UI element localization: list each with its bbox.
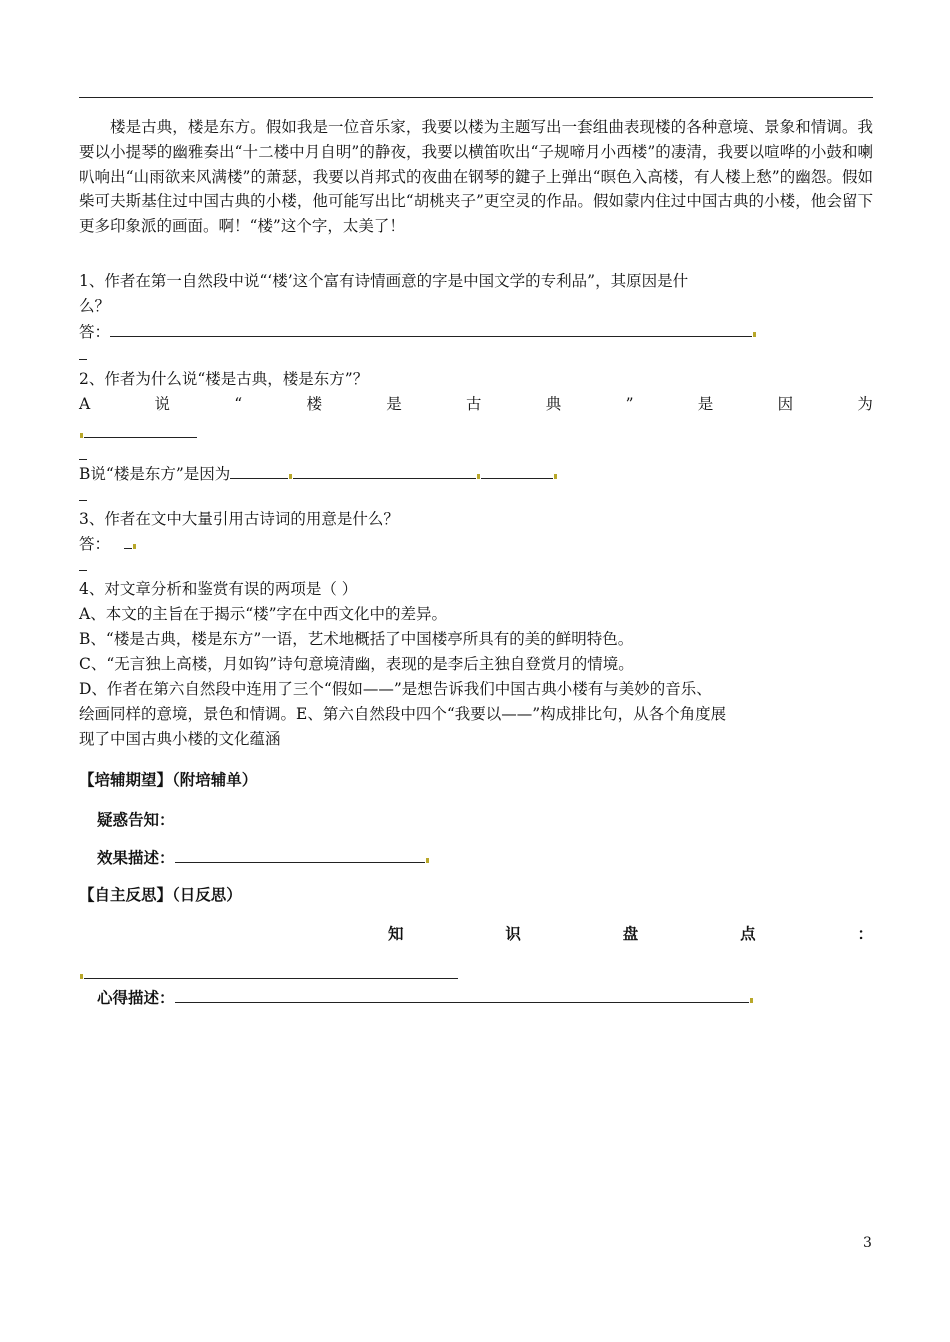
answer-label: 答：	[79, 323, 111, 341]
q2a-char: 典	[545, 395, 562, 413]
doubt-label: 疑惑告知：	[97, 811, 175, 829]
question-2a-row	[79, 392, 873, 416]
page-number: 3	[863, 1235, 872, 1251]
question-3-answer-row	[79, 532, 873, 556]
q2a-char: 是	[697, 395, 714, 413]
question-4-title: 4、对文章分析和鉴赏有误的两项是（ ）	[79, 580, 358, 598]
question-4-option: 绘画同样的意境，景色和情调。E、第六自然段中四个“我要以——”构成排比句，从各个角度展	[79, 705, 727, 723]
question-4-option: C、“无言独上高楼，月如钩”诗句意境清幽，表现的是李后主独自登赏月的情境。	[79, 655, 634, 673]
question-4-option: 现了中国古典小楼的文化蕴涵	[79, 730, 281, 748]
dash-mark	[79, 570, 87, 571]
q2a-char: 为	[857, 395, 873, 413]
q2b-label: B说“楼是东方”是因为	[79, 465, 231, 483]
insight-label: 心得描述：	[97, 989, 175, 1007]
q2a-char: ”	[625, 395, 634, 413]
question-1-text: 1、作者在第一自然段中说“‘楼’这个富有诗情画意的字是中国文学的专利品”，其原因是什	[79, 272, 689, 290]
answer-1-blank[interactable]	[110, 320, 752, 337]
dash-mark	[79, 459, 87, 460]
answer-2b-blank-3[interactable]	[481, 462, 553, 479]
effect-blank[interactable]	[175, 846, 425, 863]
margin-mark	[753, 332, 756, 337]
knowledge-char: 点	[740, 925, 756, 943]
margin-mark	[133, 544, 136, 549]
q2a-char: 因	[777, 395, 794, 413]
knowledge-answer-row	[79, 962, 873, 986]
answer-2a-blank[interactable]	[84, 421, 197, 438]
margin-mark	[426, 858, 429, 863]
knowledge-char: 盘	[622, 925, 639, 943]
knowledge-blank[interactable]	[84, 962, 458, 979]
q2a-char: 是	[386, 395, 402, 413]
question-3-title: 3、作者在文中大量引用古诗词的用意是什么？	[79, 510, 399, 528]
q2a-char: 古	[466, 395, 482, 413]
effect-label: 效果描述：	[97, 849, 175, 867]
question-4-option: B、“楼是古典，楼是东方”一语，艺术地概括了中国楼亭所具有的美的鲜明特色。	[79, 630, 634, 648]
answer-2b-blank-2[interactable]	[293, 462, 476, 479]
dash-mark	[79, 500, 87, 501]
knowledge-char: 知	[388, 925, 404, 943]
reflection-heading: 【自主反思】（日反思）	[79, 886, 242, 904]
question-4-option: D、作者在第六自然段中连用了三个“假如——”是想告诉我们中国古典小楼有与美妙的音乐、	[79, 680, 712, 698]
effect-row	[97, 846, 873, 870]
answer-label: 答：	[79, 535, 111, 553]
passage-paragraph	[79, 115, 873, 239]
margin-mark	[750, 998, 753, 1003]
question-1-answer-row	[79, 320, 873, 344]
question-4-option: A、本文的主旨在于揭示“楼”字在中西文化中的差异。	[79, 605, 448, 623]
q2a-char: “	[234, 395, 243, 413]
question-2-title: 2、作者为什么说“楼是古典，楼是东方”？	[79, 370, 369, 388]
answer-2b-blank-1[interactable]	[230, 462, 288, 479]
support-heading: 【培辅期望】（附培辅单）	[79, 771, 258, 789]
margin-mark	[289, 474, 292, 479]
header-rule	[79, 97, 873, 98]
insight-row	[97, 986, 873, 1010]
answer-3-blank[interactable]	[124, 532, 132, 549]
question-1-text-cont: 么？	[79, 297, 111, 315]
margin-mark	[80, 974, 83, 979]
dash-mark	[79, 359, 87, 360]
knowledge-char: ：	[857, 925, 873, 943]
knowledge-char: 识	[505, 925, 521, 943]
margin-mark	[477, 474, 480, 479]
question-2a-answer-row	[79, 421, 873, 445]
q2a-char: 楼	[306, 395, 322, 413]
insight-blank[interactable]	[175, 986, 749, 1003]
q2a-char: 说	[154, 395, 170, 413]
knowledge-row	[388, 922, 873, 946]
margin-mark	[554, 474, 557, 479]
q2a-char: A	[79, 395, 91, 413]
margin-mark	[80, 433, 83, 438]
passage-text: 楼是古典，楼是东方。假如我是一位音乐家，我要以楼为主题写出一套组曲表现楼的各种意境、景象和情调。我要以小提琴的幽雅奏出“十二楼中月自明”的静夜，我要以横笛吹出“子规啼月小西楼”的凄清，我要以喧哗的小鼓和喇叭响出“山雨欲来风满楼”的萧瑟，我要以肖邦式的夜曲在钢琴的鍵子上弹出“暝色入高楼，有人楼上愁”的幽怨。假如柴可夫斯基住过中国古典的小楼，他可能写出比“胡桃夹子”更空灵的作品。假如蒙内住过中国古典的小楼，他会留下更多印象派的画面。啊！“楼”这个字，太美了！	[79, 118, 873, 236]
question-2b-row	[79, 462, 873, 486]
